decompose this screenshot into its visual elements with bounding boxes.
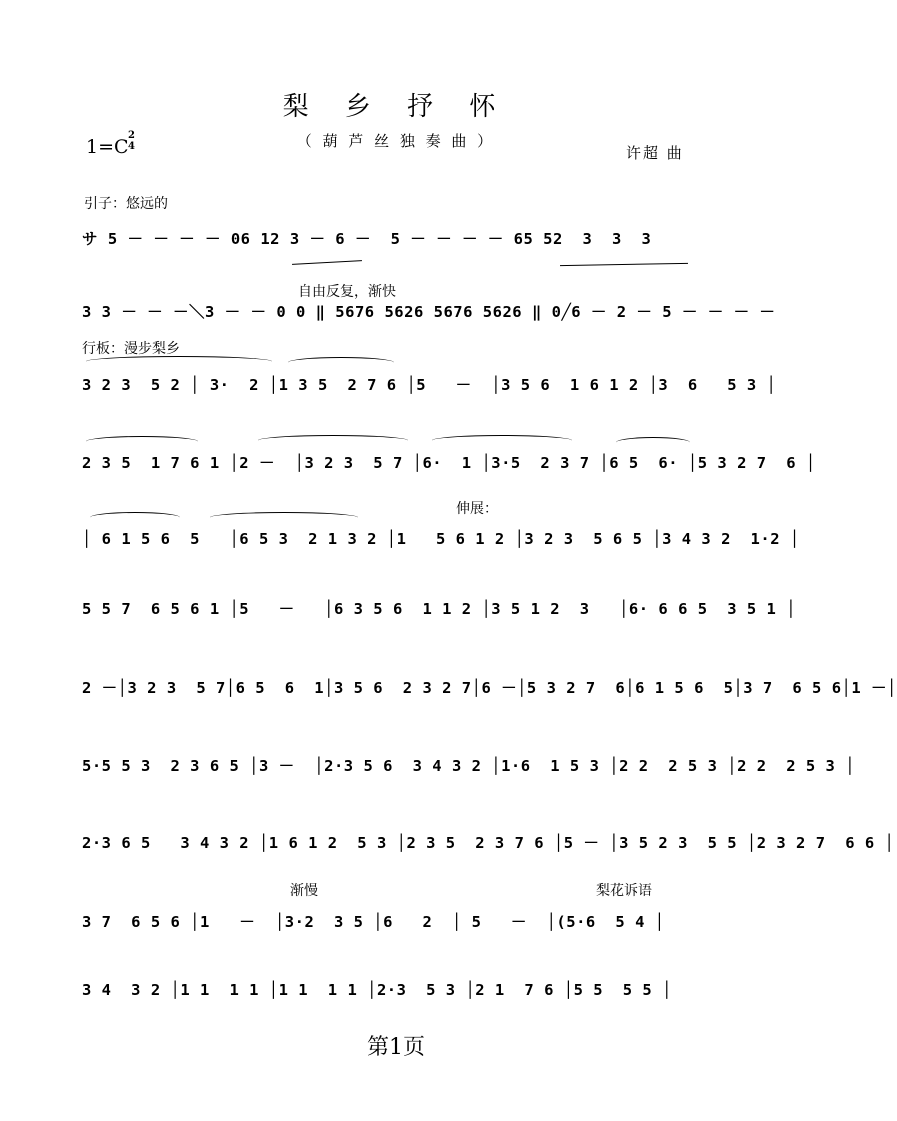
slur-arc — [86, 436, 198, 447]
score-line-6: 5 5 7 6 5 6 1 │5 － │6 3 5 6 1 1 2 │3 5 1 2 3 │6· 6 6 5 3 5 1 │ — [82, 600, 797, 618]
score-line-11: 3 4 3 2 │1 1 1 1 │1 1 1 1 │2·3 5 3 │2 1 7 6 │5 5 5 5 │ — [82, 981, 672, 999]
time-signature-bottom: 4 — [128, 141, 135, 152]
key-signature: 1=C — [86, 136, 129, 158]
score-line-2: 3 3 － － －＼3 － － 0 0 ‖ 5676 5626 5676 5626 ‖ 0╱6 － 2 － 5 － － － － — [82, 303, 776, 321]
score-line-7: 2 －│3 2 3 5 7│6 5 6 1│3 5 6 2 3 2 7│6 －│5 3 2 7 6│6 1 5 6 5│3 7 6 5 6│1 －│ — [82, 679, 897, 697]
slur-arc — [210, 512, 358, 523]
slur-arc — [616, 437, 690, 448]
score-line-4: 2 3 5 1 7 6 1 │2 － │3 2 3 5 7 │6· 1 │3·5 2 3 7 │6 5 6· │5 3 2 7 6 │ — [82, 454, 816, 472]
page-title: 梨 乡 抒 怀 — [282, 92, 510, 122]
slur-arc — [86, 356, 272, 367]
hairpin — [292, 260, 362, 265]
slur-arc — [258, 435, 408, 446]
annotation-xingban: 行板：漫步梨乡 — [82, 341, 180, 357]
time-signature — [128, 130, 135, 152]
score-line-10: 3 7 6 5 6 │1 － │3·2 3 5 │6 2 │ 5 － │(5·6 5 4 │ — [82, 913, 665, 931]
composer: 许超 曲 — [626, 144, 684, 162]
score-line-5: │ 6 1 5 6 5 │6 5 3 2 1 3 2 │1 5 6 1 2 │3 2 3 5 6 5 │3 4 3 2 1·2 │ — [82, 530, 800, 548]
score-line-1: サ 5 － － － － 06 12 3 － 6 － 5 － － － － 65 52 3 3 3 — [82, 230, 652, 248]
annotation-jianman: 渐慢 — [290, 883, 318, 899]
slur-arc — [90, 512, 180, 523]
slur-arc — [432, 435, 572, 446]
annotation-lihua: 梨花诉语 — [596, 883, 652, 899]
annotation-intro: 引子：悠远的 — [84, 196, 168, 212]
annotation-shenzhan: 伸展： — [456, 501, 498, 517]
time-signature-top: 2 — [128, 130, 135, 141]
hairpin — [560, 263, 688, 266]
score-line-9: 2·3 6 5 3 4 3 2 │1 6 1 2 5 3 │2 3 5 2 3 7 6 │5 － │3 5 2 3 5 5 │2 3 2 7 6 6 │ — [82, 834, 895, 852]
page-number: 第1页 — [367, 1035, 425, 1060]
score-line-3: 3 2 3 5 2 │ 3· 2 │1 3 5 2 7 6 │5 － │3 5 6 1 6 1 2 │3 6 5 3 │ — [82, 376, 777, 394]
slur-arc — [288, 357, 394, 368]
page-subtitle: （ 葫 芦 丝 独 奏 曲 ） — [296, 132, 496, 150]
score-line-8: 5·5 5 3 2 3 6 5 │3 － │2·3 5 6 3 4 3 2 │1·6 1 5 3 │2 2 2 5 3 │2 2 2 5 3 │ — [82, 757, 856, 775]
annotation-free-repeat: 自由反复，渐快 — [298, 284, 396, 300]
